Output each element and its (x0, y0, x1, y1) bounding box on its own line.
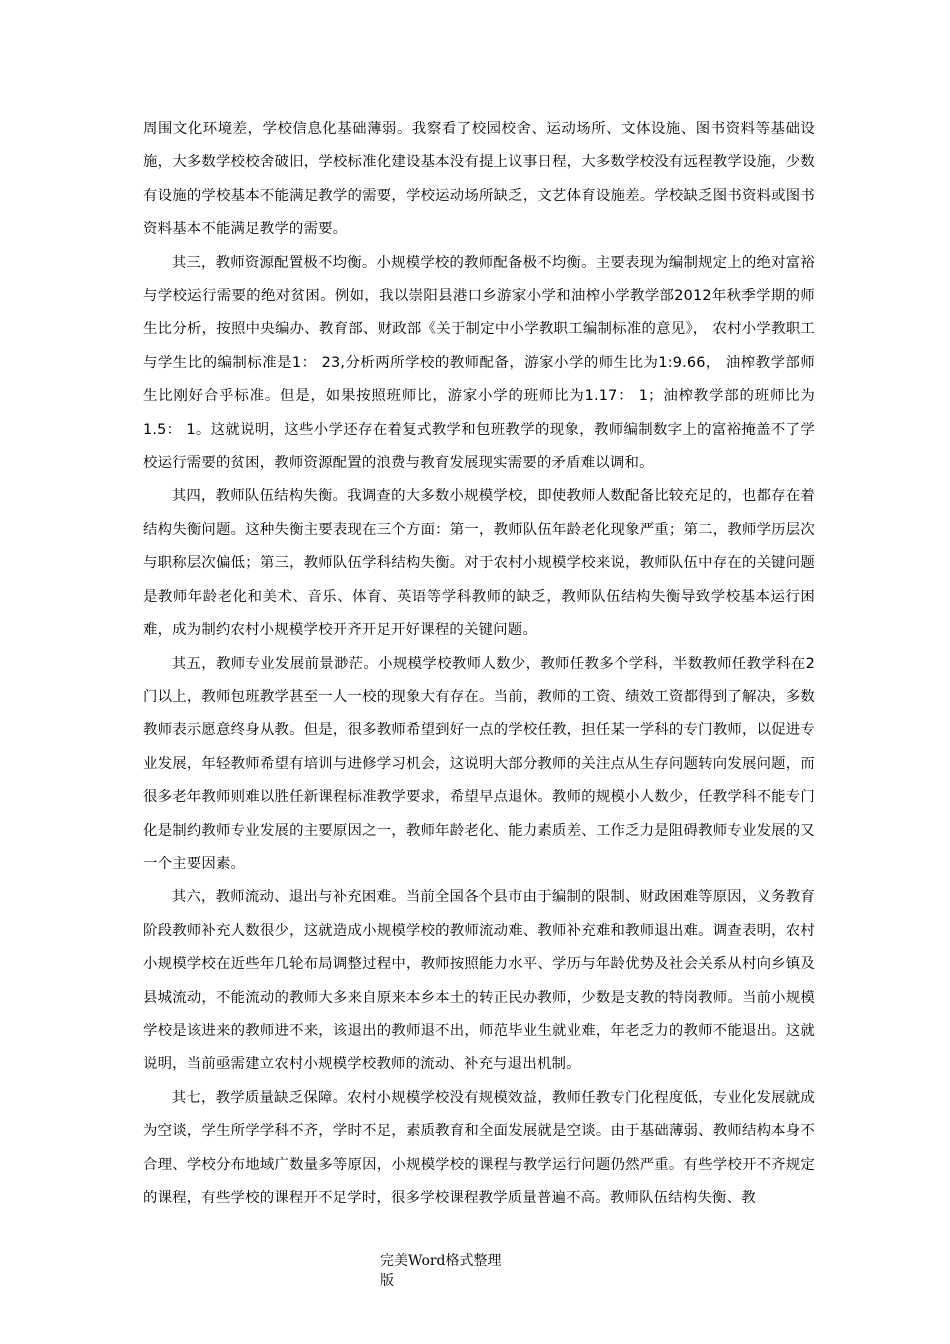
paragraph-teacher-resource-allocation: 其三，教师资源配置极不均衡。小规模学校的教师配备极不均衡。主要表现为编制规定上的绝对富裕与学校运行需要的绝对贫困。例如，我以崇阳县港口乡游家小学和油榨小学教学部2012年秋季学期的师生比分析，按照中央编办、教育部、财政部《关于制定中小学教职工编制标准的意见》， 农村小学教职工与学生比的编制标准是1： 23,分析两所学校的教师配备，游家小学的师生比为1:9.66， 油榨教学部师生比刚好合乎标准。但是，如果按照班师比，游家小学的班师比为1.17： 1；油榨教学部的班师比为1.5： 1。这就说明，这些小学还存在着复式教学和包班教学的现象，教师编制数字上的富裕掩盖不了学校运行需要的贫困，教师资源配置的浪费与教育发展现实需要的矛盾难以调和。 (143, 254, 815, 472)
paragraph-teacher-mobility: 其六，教师流动、退出与补充困难。当前全国各个县市由于编制的限制、财政困难等原因，义务教育阶段教师补充人数很少，这就造成小规模学校的教师流动难、教师补充难和教师退出难。调查表明，农村小规模学校在近些年几轮布局调整过程中，教师按照能力水平、学历与年龄优势及社会关系从村向乡镇及县城流动，不能流动的教师大多来自原来本乡本土的转正民办教师，少数是支教的特岗教师。当前小规模学校是该进来的教师进不来，该退出的教师退不出，师范毕业生就业难，年老乏力的教师不能退出。这就说明，当前亟需建立农村小规模学校教师的流动、补充与退出机制。 (143, 889, 815, 1073)
document-body (143, 113, 815, 1215)
footer-line-1: 完美Word格式整理 (380, 1253, 502, 1269)
paragraph-teacher-structure-imbalance: 其四，教师队伍结构失衡。我调查的大多数小规模学校，即使教师人数配备比较充足的，也都存在着结构失衡问题。这种失衡主要表现在三个方面：第一，教师队伍年龄老化现象严重；第二，教师学历层次与职称层次偏低；第三，教师队伍学科结构失衡。对于农村小规模学校来说，教师队伍中存在的关键问题是教师年龄老化和美术、音乐、体育、英语等学科教师的缺乏，教师队伍结构失衡导致学校基本运行困难，成为制约农村小规模学校开齐开足开好课程的关键问题。 (143, 488, 815, 639)
paragraph-teaching-quality: 其七，教学质量缺乏保障。农村小规模学校没有规模效益，教师任教专门化程度低，专业化发展就成为空谈，学生所学学科不齐，学时不足，素质教育和全面发展就是空谈。由于基础薄弱、教师结构本身不合理、学校分布地域广数量多等原因，小规模学校的课程与教学运行问题仍然严重。有些学校开不齐规定的课程，有些学校的课程开不足学时，很多学校课程教学质量普遍不高。教师队伍结构失衡、教 (143, 1089, 815, 1206)
page-footer (380, 1251, 530, 1291)
footer-line-2: 版 (380, 1273, 394, 1289)
paragraph-teacher-professional-development: 其五，教师专业发展前景渺茫。小规模学校教师人数少，教师任教多个学科，半数教师任教学科在2门以上，教师包班教学甚至一人一校的现象大有存在。当前，教师的工资、绩效工资都得到了解决，多数教师表示愿意终身从教。但是，很多教师希望到好一点的学校任教，担任某一学科的专门教师，以促进专业发展，年轻教师希望有培训与进修学习机会，这说明大部分教师的关注点从生存问题转向发展问题，而很多老年教师则难以胜任新课程标准教学要求，希望早点退休。教师的规模小人数少，任教学科不能专门化是制约教师专业发展的主要原因之一，教师年龄老化、能力素质差、工作乏力是阻碍教师专业发展的又一个主要因素。 (143, 655, 815, 872)
paragraph-continuation: 周围文化环境差，学校信息化基础薄弱。我察看了校园校舍、运动场所、文体设施、图书资料等基础设施，大多数学校校舍破旧，学校标准化建设基本没有提上议事日程，大多数学校没有远程教学设施，少数有设施的学校基本不能满足教学的需要，学校运动场所缺乏，文艺体育设施差。学校缺乏图书资料或图书资料基本不能满足教学的需要。 (143, 121, 815, 238)
